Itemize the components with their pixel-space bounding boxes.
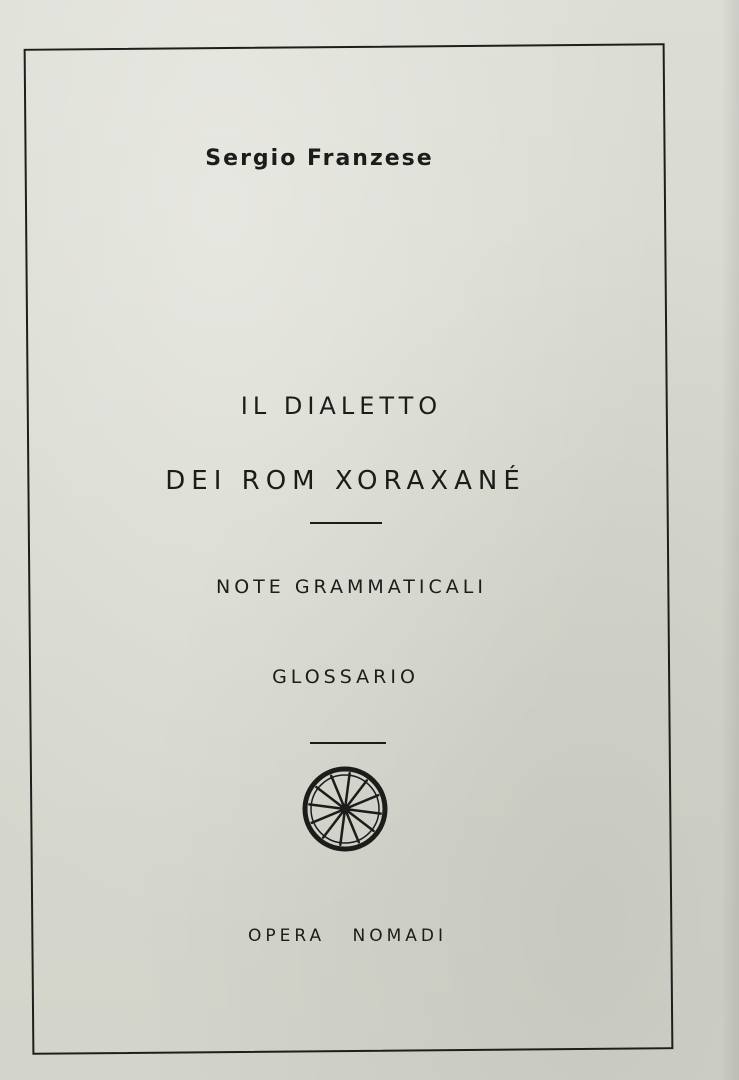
publisher-name: OPERA NOMADI bbox=[247, 926, 448, 946]
divider-rule-bottom bbox=[310, 742, 386, 744]
title-line-1: IL DIALETTO bbox=[240, 392, 443, 420]
author-name: Sergio Franzese bbox=[205, 146, 434, 171]
divider-rule-top bbox=[310, 522, 382, 524]
page-edge-shadow bbox=[721, 0, 739, 1080]
subtitle-line-2: GLOSSARIO bbox=[272, 666, 419, 688]
cover-border-frame bbox=[24, 43, 674, 1055]
wagon-wheel-icon bbox=[301, 765, 389, 853]
subtitle-line-1: NOTE GRAMMATICALI bbox=[216, 576, 487, 598]
title-line-2: DEI ROM XORAXANÉ bbox=[165, 466, 526, 496]
